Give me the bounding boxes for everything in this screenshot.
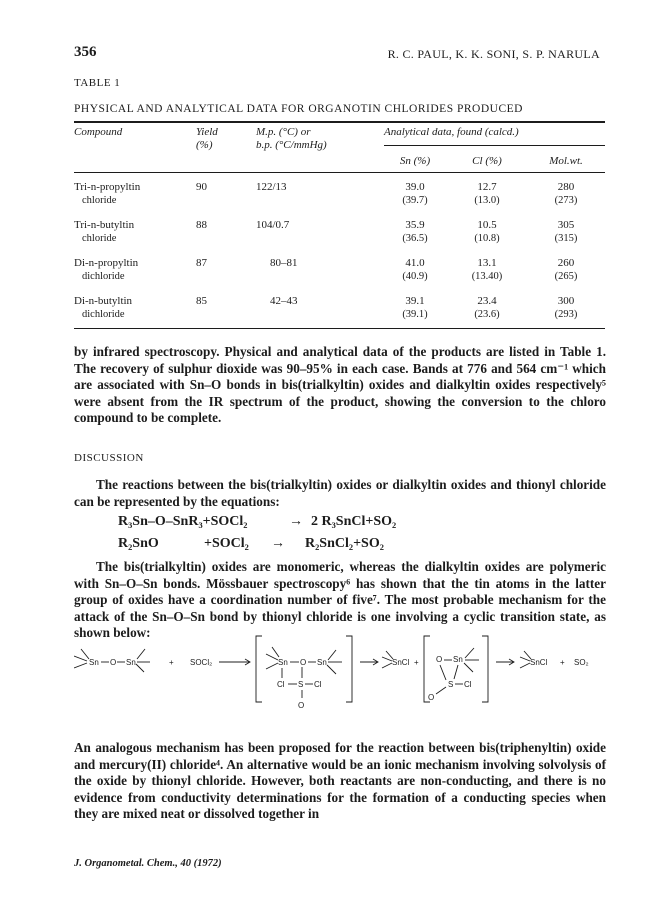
equation-2-right: R₂SnCl₂+SO₂	[305, 536, 384, 551]
compound-name-line2: chloride	[82, 195, 117, 206]
table-label: TABLE 1	[74, 77, 121, 89]
molwt-cell: 300 (293)	[554, 295, 578, 320]
sn-cell: 41.0 (40.9)	[402, 257, 428, 282]
cl-cell: 13.1 (13.40)	[471, 257, 503, 282]
svg-text:Sn: Sn	[89, 658, 99, 667]
paragraph-results: by infrared spectroscopy. Physical and analytical data of the products are listed in Table 1. The recovery of sulphur dioxide was 90–95% in each case. Bands at 776 and 564 cm⁻¹ which are associated with Sn–O bonds in bis(trialkyltin) oxides and dialkyltin oxides respectively⁵ were absent from the IR spectrum of the product, showing the conversion to the chloro compound to be complete.	[74, 344, 606, 426]
yield-cell: 88	[196, 219, 207, 231]
paragraph-mechanism: The bis(trialkyltin) oxides are monomeric, whereas the dialkyltin oxides are polymeric with Sn–O–Sn bonds. Mössbauer spectroscopy⁶ has shown that the tin atoms in the latter group of oxides have a coordination number of five⁷. The most probable mechanism for the attack of the Sn–O–Sn bond by thionyl chloride is one involving a cyclic transition state, as shown below:	[74, 559, 606, 641]
mp-cell: 80–81	[270, 257, 298, 269]
cl-cell: 23.4 (23.6)	[474, 295, 500, 320]
journal-footer: J. Organometal. Chem., 40 (1972)	[74, 858, 222, 869]
mp-cell: 104/0.7	[256, 219, 290, 231]
cyclic-intermediate	[424, 636, 488, 702]
col-header-cl: Cl (%)	[472, 155, 502, 167]
equation-1-right: 2 R₃SnCl+SO₂	[311, 514, 397, 529]
product-chloride	[382, 651, 410, 668]
equation-2-left: R₂SnO	[118, 536, 159, 551]
analytical-subrule	[384, 145, 605, 146]
compound-name-line2: chloride	[82, 233, 117, 244]
svg-text:O: O	[298, 701, 305, 710]
col-header-yield: Yield (%)	[196, 126, 218, 151]
svg-text:Sn: Sn	[453, 655, 463, 664]
compound-name: Di-n-propyltin	[74, 257, 139, 269]
table-bottom-rule	[74, 328, 605, 329]
table-row	[74, 181, 194, 207]
mp-cell: 122/13	[256, 181, 287, 193]
col-header-mp: M.p. (°C) or b.p. (°C/mmHg)	[256, 126, 327, 151]
paragraph-reactions: The reactions between the bis(trialkyltin) oxides or dialkyltin oxides and thionyl chloride can be represented by the equations:	[74, 477, 606, 509]
table-row	[74, 295, 194, 321]
svg-text:S: S	[298, 680, 304, 689]
svg-text:Cl: Cl	[314, 680, 322, 689]
svg-text:O: O	[428, 693, 435, 702]
table-row	[74, 257, 194, 283]
section-heading-discussion: DISCUSSION	[74, 452, 144, 464]
equation-2-arrow: →	[271, 536, 285, 551]
yield-cell: 90	[196, 181, 207, 193]
reactant-oxide	[74, 649, 150, 672]
plus-sign: +	[169, 658, 174, 667]
paragraph-alternative-mechanism: An analogous mechanism has been proposed for the reaction between bis(triphenyltin) oxide and mercury(II) chloride⁴. An alternative would be an ionic mechanism involving solvolysis of the oxide by thionyl chloride. However, both reactants are non-conducting, and there is no evidence from conductivity determinations for the formation of a conducting species when they are mixed neat or dissolved together in	[74, 740, 606, 822]
reaction-scheme-diagram	[74, 632, 614, 722]
mp-cell: 42–43	[270, 295, 298, 307]
compound-name: Di-n-butyltin	[74, 295, 133, 307]
svg-text:O: O	[300, 658, 307, 667]
svg-text:S: S	[448, 680, 454, 689]
product-chloride	[520, 651, 548, 668]
plus-sign: +	[560, 658, 565, 667]
svg-text:O: O	[436, 655, 443, 664]
yield-cell: 87	[196, 257, 207, 269]
svg-text:SnCl: SnCl	[392, 658, 410, 667]
cyclic-transition-state	[256, 636, 352, 710]
svg-text:Sn: Sn	[278, 658, 288, 667]
molwt-cell: 260 (265)	[554, 257, 578, 282]
page-number: 356	[74, 44, 97, 60]
col-header-analytical: Analytical data, found (calcd.)	[384, 126, 519, 138]
col-header-molwt: Mol.wt.	[549, 155, 583, 167]
molwt-cell: 280 (273)	[554, 181, 578, 206]
col-header-sn: Sn (%)	[399, 155, 431, 167]
running-header-authors: R. C. PAUL, K. K. SONI, S. P. NARULA	[387, 47, 600, 61]
plus-sign: +	[414, 658, 419, 667]
svg-text:SnCl: SnCl	[530, 658, 548, 667]
reagent-socl2: SOCl₂	[190, 658, 213, 667]
equation-2-reagent: +SOCl₂	[204, 536, 249, 551]
equation-1-left: R₃Sn–O–SnR₃+SOCl₂	[118, 514, 248, 529]
equation-1-arrow: →	[289, 514, 303, 529]
svg-text:Cl: Cl	[277, 680, 285, 689]
compound-name: Tri-n-butyltin	[74, 219, 135, 231]
col-header-compound: Compound	[74, 126, 123, 138]
molwt-cell: 305 (315)	[554, 219, 578, 244]
table-row	[74, 219, 194, 245]
table-header-rule	[74, 172, 605, 173]
table-title: PHYSICAL AND ANALYTICAL DATA FOR ORGANOTIN CHLORIDES PRODUCED	[74, 103, 523, 115]
compound-name-line2: dichloride	[82, 271, 125, 282]
sn-cell: 39.0 (39.7)	[402, 181, 428, 206]
compound-name: Tri-n-propyltin	[74, 181, 141, 193]
yield-cell: 85	[196, 295, 207, 307]
product-so2: SO₂	[574, 658, 589, 667]
cl-cell: 12.7 (13.0)	[474, 181, 500, 206]
svg-text:O: O	[110, 658, 117, 667]
svg-text:Sn: Sn	[126, 658, 136, 667]
table-top-rule	[74, 121, 605, 123]
svg-text:Cl: Cl	[464, 680, 472, 689]
sn-cell: 39.1 (39.1)	[402, 295, 428, 320]
cl-cell: 10.5 (10.8)	[474, 219, 500, 244]
svg-text:Sn: Sn	[317, 658, 327, 667]
compound-name-line2: dichloride	[82, 309, 125, 320]
sn-cell: 35.9 (36.5)	[402, 219, 428, 244]
